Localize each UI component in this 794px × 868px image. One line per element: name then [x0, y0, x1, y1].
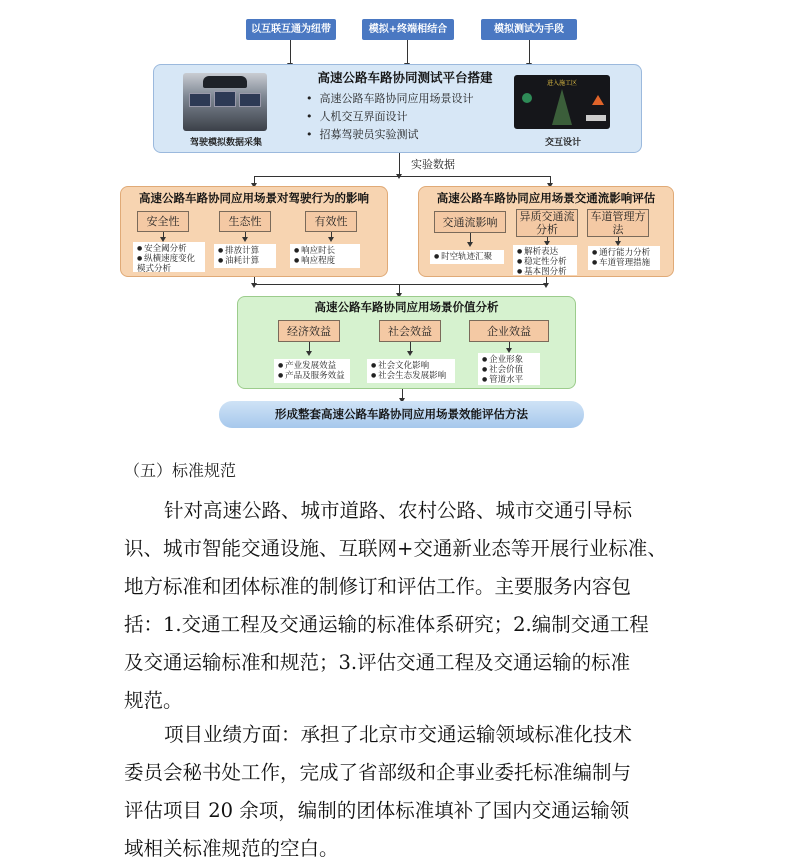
paragraph-line: 委员会秘书处工作，完成了省部级和企事业委托标准编制与 [124, 761, 632, 784]
connector-arrow [290, 40, 291, 64]
bullet-item: ● 稳定性分析 [517, 257, 573, 267]
screen-label: 进入施工区 [546, 80, 577, 87]
section-heading: （五）标准规范 [124, 461, 237, 480]
paragraph-line: 识、城市智能交通设施、互联网+交通新业态等开展行业标准、 [124, 537, 667, 560]
monitor-icon [189, 93, 211, 107]
connector-line [546, 277, 547, 284]
paragraph-line: 地方标准和团体标准的制修订和评估工作。主要服务内容包 [124, 575, 632, 598]
platform-item: • 高速公路车路协同应用场景设计 [306, 92, 474, 105]
top-box-simulation-testing: 模拟测试为手段 [481, 19, 577, 40]
bullet-item: ● 产业发展效益 [278, 361, 346, 371]
bullet-item: ● 通行能力分析 [592, 248, 656, 258]
bullet-item: ● 企业形象 [482, 355, 536, 365]
bullet-item: ● 安全阈分析 [137, 244, 201, 254]
platform-item: • 人机交互界面设计 [306, 110, 408, 123]
right-caption: 交互设计 [544, 138, 581, 148]
experiment-data-label: 实验数据 [411, 158, 455, 171]
paragraph-line: 针对高速公路、城市道路、农村公路、城市交通引导标 [164, 499, 633, 522]
bullet-item: ● 车道管理措施 [592, 258, 656, 268]
connector-arrow [618, 237, 619, 242]
connector-arrow [402, 389, 403, 399]
platform-items [306, 90, 473, 144]
left-caption: 驾驶模拟数据采集 [189, 138, 262, 148]
paragraph-line: 项目业绩方面：承担了北京市交通运输领域标准化技术 [164, 723, 633, 746]
driving-simulator-photo [183, 73, 267, 131]
road-icon [552, 89, 572, 125]
enterprise-bullets [478, 353, 540, 385]
connector-arrow [309, 342, 310, 352]
car-icon [203, 76, 247, 88]
connector-line [254, 277, 255, 284]
connector-line [254, 284, 547, 285]
bullet-item: ● 油耗计算 [218, 256, 272, 266]
bullet-item: ● 社会文化影响 [371, 361, 451, 371]
speed-indicator-icon [586, 115, 606, 121]
connector-arrow [470, 233, 471, 243]
warning-icon [592, 95, 604, 105]
bullet-item: ● 解析表达 [517, 247, 573, 257]
value-analysis-title: 高速公路车路协同应用场景价值分析 [314, 300, 499, 314]
monitor-icon [239, 93, 261, 107]
interaction-screen [514, 75, 610, 129]
bullet-item: ● 基本图分析 [517, 267, 573, 277]
connector-arrow [245, 232, 246, 238]
ecology-bullets [214, 244, 276, 268]
tag-ecology: 生态性 [219, 211, 271, 232]
connector-arrow [550, 176, 551, 184]
connector-arrow [163, 232, 164, 238]
connector-arrow [509, 342, 510, 349]
connector-arrow [331, 232, 332, 238]
traffic-flow-title: 高速公路车路协同应用场景交通流影响评估 [436, 191, 656, 205]
connector-arrow [254, 176, 255, 184]
platform-item: • 招募驾驶员实验测试 [306, 128, 419, 141]
platform-title: 高速公路车路协同测试平台搭建 [317, 70, 493, 85]
paragraph-line: 域相关标准规范的空白。 [124, 837, 339, 860]
bullet-item: ● 纵横速度变化模式分析 [137, 254, 201, 274]
tag-economic-benefit: 经济效益 [278, 320, 340, 342]
connector-arrow [399, 153, 400, 175]
status-icon [522, 93, 532, 103]
paragraph-line: 规范。 [124, 689, 183, 712]
tag-enterprise-benefit: 企业效益 [469, 320, 549, 342]
tag-safety: 安全性 [137, 211, 189, 232]
paragraph-line: 括：1.交通工程及交通运输的标准体系研究；2.编制交通工程 [124, 613, 649, 636]
tag-social-benefit: 社会效益 [379, 320, 441, 342]
connector-arrow [407, 40, 408, 64]
heterogeneous-bullets [513, 245, 577, 275]
tag-lane-management: 车道管理方法 [587, 209, 649, 237]
top-box-simulation-terminal: 模拟+终端相结合 [362, 19, 454, 40]
bullet-item: ● 排放计算 [218, 246, 272, 256]
paragraph-standards-scope [124, 492, 684, 720]
connector-arrow [529, 40, 530, 64]
connector-arrow [410, 342, 411, 352]
driving-behavior-title: 高速公路车路协同应用场景对驾驶行为的影响 [139, 191, 369, 205]
safety-bullets [133, 242, 205, 272]
bullet-item: ● 响应时长 [294, 246, 356, 256]
economic-bullets [274, 359, 350, 383]
lane-management-bullets [588, 246, 660, 270]
tag-traffic-flow-impact: 交通流影响 [434, 211, 506, 233]
social-bullets [367, 359, 455, 383]
connector-arrow [399, 284, 400, 294]
evaluation-method-banner: 形成整套高速公路车路协同应用场景效能评估方法 [219, 401, 584, 428]
bullet-item: ● 时空轨迹汇聚 [434, 252, 500, 262]
bullet-item: ● 社会生态发展影响 [371, 371, 451, 381]
paragraph-line: 及交通运输标准和规范；3.评估交通工程及交通运输的标准 [124, 651, 631, 674]
paragraph-project-performance [124, 716, 684, 868]
monitor-icon [214, 91, 236, 107]
traffic-impact-bullets [430, 250, 504, 264]
bullet-item: ● 响应程度 [294, 256, 356, 266]
bullet-item: ● 产品及服务效益 [278, 371, 346, 381]
connector-line [254, 176, 550, 177]
bullet-item: ● 管道水平 [482, 375, 536, 385]
bullet-item: ● 社会价值 [482, 365, 536, 375]
paragraph-line: 评估项目 20 余项，编制的团体标准填补了国内交通运输领 [124, 799, 630, 822]
tag-heterogeneous-flow: 异质交通流分析 [516, 209, 578, 237]
tag-effectiveness: 有效性 [305, 211, 357, 232]
connector-arrow [547, 237, 548, 242]
effectiveness-bullets [290, 244, 360, 268]
top-box-interconnect: 以互联互通为纽带 [246, 19, 336, 40]
